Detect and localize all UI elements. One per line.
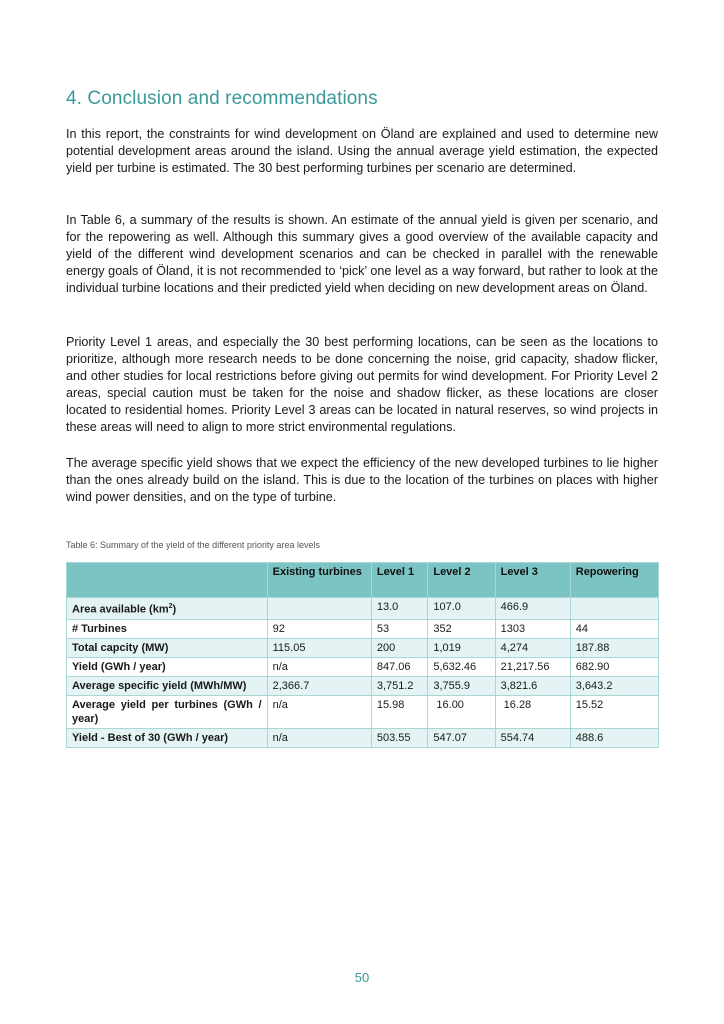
row-label: Total capcity (MW) <box>67 638 268 657</box>
table-row <box>67 657 659 676</box>
table-cell: 5,632.46 <box>428 657 495 676</box>
table-cell: 554.74 <box>495 728 570 747</box>
table-cell: 1303 <box>495 619 570 638</box>
table-row <box>67 638 659 657</box>
table-cell: 352 <box>428 619 495 638</box>
table-row <box>67 619 659 638</box>
table-row <box>67 598 659 620</box>
table-cell <box>267 598 371 620</box>
table-cell: 16.28 <box>495 695 570 728</box>
table-cell: 847.06 <box>371 657 428 676</box>
yield-summary-table <box>66 562 659 748</box>
table-cell: 200 <box>371 638 428 657</box>
row-label: Yield - Best of 30 (GWh / year) <box>67 728 268 747</box>
paragraph-intro: In this report, the constraints for wind development on Öland are explained and used to determine new potential development areas around the island. Using the annual average yield estimation, the expected yield per turbine is estimated. The 30 best performing turbines per scenario are determined. <box>66 127 658 175</box>
table-cell: 187.88 <box>570 638 658 657</box>
table-row <box>67 695 659 728</box>
header-cell-repowering: Repowering <box>570 563 658 598</box>
table-cell: 21,217.56 <box>495 657 570 676</box>
row-label: # Turbines <box>67 619 268 638</box>
table-cell: 92 <box>267 619 371 638</box>
table-cell: n/a <box>267 728 371 747</box>
table-cell: 15.98 <box>371 695 428 728</box>
table-cell: n/a <box>267 657 371 676</box>
section-heading: 4. Conclusion and recommendations <box>66 88 378 109</box>
table-cell: 503.55 <box>371 728 428 747</box>
table-cell: 107.0 <box>428 598 495 620</box>
table-cell: 3,643.2 <box>570 676 658 695</box>
table-cell: 4,274 <box>495 638 570 657</box>
row-label-area: Area available $(km^2)$ <box>67 598 268 620</box>
paragraph-priority-levels: Priority Level 1 areas, and especially the 30 best performing locations, can be seen as the locations to prioritize, although more research needs to be done concerning the noise, grid capacity, shadow flicker, and other studies for local restrictions before giving out permits for wind development. For Priority Level 2 areas, special caution must be taken for the noise and shadow flicker, as these locations are closer located to residential homes. Priority Level 3 areas can be located in natural reserves, so wind projects in these areas will need to align to more strict environmental regulations. <box>66 335 658 434</box>
table-cell: 547.07 <box>428 728 495 747</box>
table-cell: 2,366.7 <box>267 676 371 695</box>
header-cell-level3: Level 3 <box>495 563 570 598</box>
table-row <box>67 728 659 747</box>
table-cell: 3,751.2 <box>371 676 428 695</box>
table-header-row <box>67 563 659 598</box>
table-cell: 1,019 <box>428 638 495 657</box>
table-cell: 44 <box>570 619 658 638</box>
page-number: 50 <box>354 970 370 985</box>
table-cell: 16.00 <box>428 695 495 728</box>
paragraph-summary: In Table 6, a summary of the results is shown. An estimate of the annual yield is given per scenario, and for the repowering as well. Although this summary gives a good overview of the available capacity and yield of the different wind development scenarios and can be checked in parallel with the renewable energy goals of Öland, it is not recommended to ‘pick’ one level as a way forward, but rather to look at the individual turbine locations and their predicted yield when deciding on new development areas on Öland. <box>66 213 658 295</box>
table-cell: 3,755.9 <box>428 676 495 695</box>
paragraph-specific-yield: The average specific yield shows that we expect the efficiency of the new developed turbines to lie higher than the ones already build on the island. This is due to the location of the turbines on places with higher wind power densities, and on the type of turbine. <box>66 456 658 504</box>
table-cell: 115.05 <box>267 638 371 657</box>
table-cell: 15.52 <box>570 695 658 728</box>
row-label: Average specific yield (MWh/MW) <box>67 676 268 695</box>
table-cell: 488.6 <box>570 728 658 747</box>
table-caption: Table 6: Summary of the yield of the different priority area levels <box>66 540 320 550</box>
header-cell-existing: Existing turbines <box>267 563 371 598</box>
table-cell <box>570 598 658 620</box>
row-label: Average yield per turbines (GWh / year) <box>67 695 268 728</box>
table-cell: 682.90 <box>570 657 658 676</box>
table-cell: 3,821.6 <box>495 676 570 695</box>
table-row <box>67 676 659 695</box>
table-cell: 466.9 <box>495 598 570 620</box>
header-cell-level2: Level 2 <box>428 563 495 598</box>
table-cell: 13.0 <box>371 598 428 620</box>
table-cell: n/a <box>267 695 371 728</box>
header-cell-blank <box>67 563 268 598</box>
table-cell: 53 <box>371 619 428 638</box>
header-cell-level1: Level 1 <box>371 563 428 598</box>
row-label: Yield (GWh / year) <box>67 657 268 676</box>
